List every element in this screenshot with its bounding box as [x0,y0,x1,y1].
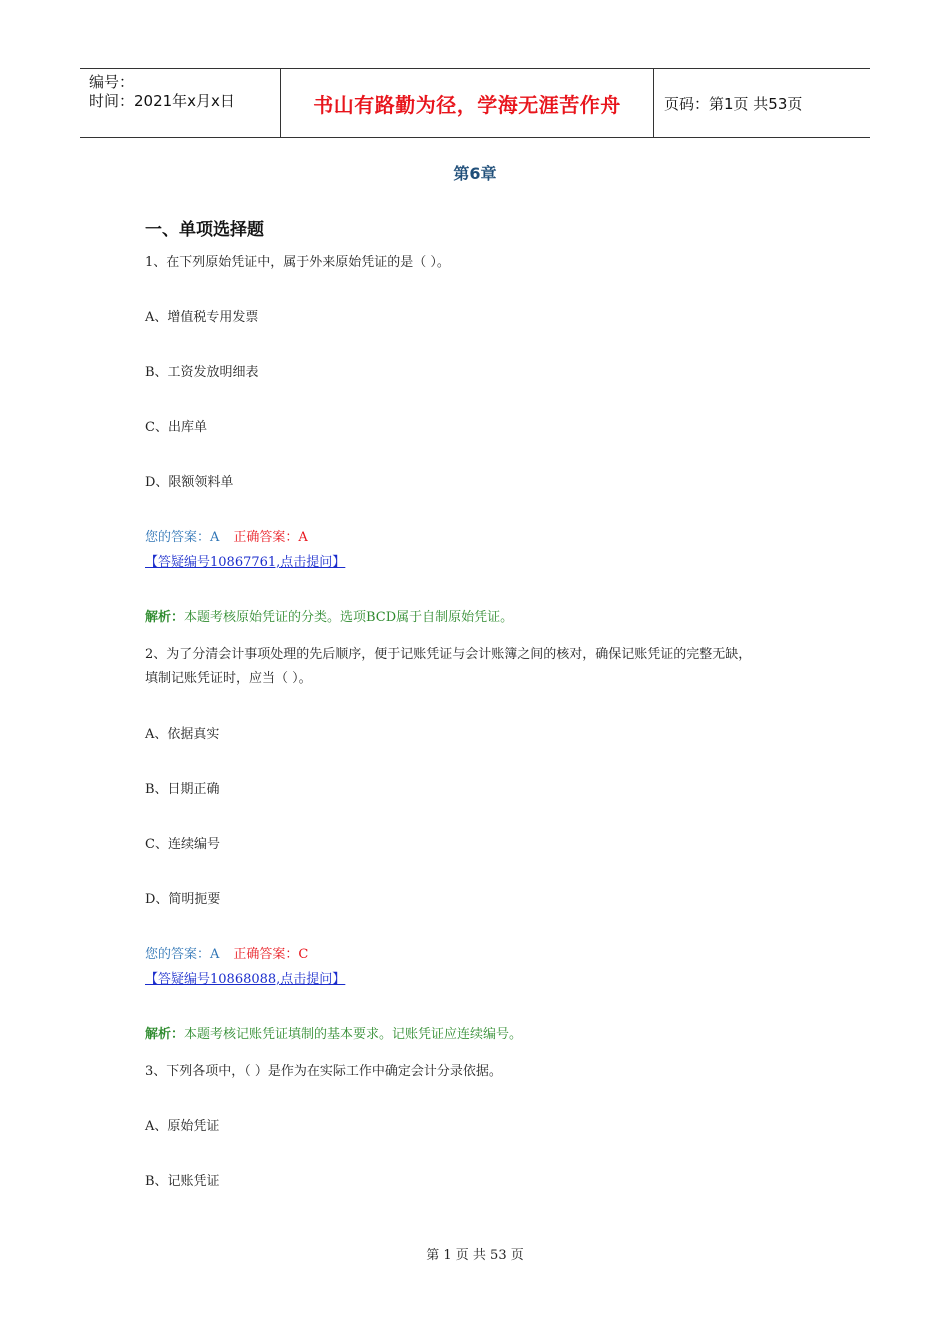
header-meta [80,69,281,137]
explanation-label: 解析： [145,1027,185,1042]
question-2-explanation [145,1023,522,1047]
question-1-explanation [145,606,513,630]
question-1-option-a: A、增值税专用发票 [145,310,259,325]
correct-answer: 正确答案：C [233,947,309,962]
section-title: 一、单项选择题 [145,220,264,240]
question-1-answers [145,526,308,550]
page-header [80,68,870,138]
question-2-stem-line-1: 2、为了分清会计事项处理的先后顺序，便于记账凭证与会计账簿之间的核对，确保记账凭证的完整无缺， [145,647,752,662]
time-label: 时间：2021年x月x日 [89,92,235,110]
explanation-text: 本题考核记账凭证填制的基本要求。记账凭证应连续编号。 [184,1027,523,1042]
question-2-option-d: D、简明扼要 [145,892,221,907]
question-1-option-c: C、出库单 [145,420,207,435]
question-2-option-a: A、依据真实 [145,727,220,742]
question-3-option-a: A、原始凭证 [145,1119,220,1134]
header-motto: 书山有路勤为径，学海无涯苦作舟 [281,69,654,137]
question-2-stem-line-2: 填制记账凭证时，应当（ ）。 [145,671,312,686]
explanation-text: 本题考核原始凭证的分类。选项BCD属于自制原始凭证。 [184,610,514,625]
your-answer: 您的答案：A [145,947,220,962]
your-answer: 您的答案：A [145,530,220,545]
explanation-label: 解析： [145,610,185,625]
question-1-stem: 1、在下列原始凭证中，属于外来原始凭证的是（ ）。 [145,255,450,270]
question-2-ask-link[interactable]: 【答疑编号10868088,点击提问】 [145,972,346,987]
question-1-option-b: B、工资发放明细表 [145,365,259,380]
header-page-info: 页码：第1页 共53页 [664,94,803,113]
question-2-option-c: C、连续编号 [145,837,220,852]
question-1-ask-link[interactable]: 【答疑编号10867761,点击提问】 [145,555,346,570]
question-1-option-d: D、限额领料单 [145,475,234,490]
question-2-answers [145,943,308,967]
question-3-option-b: B、记账凭证 [145,1174,220,1189]
correct-answer: 正确答案：A [233,530,308,545]
page-footer: 第 1 页 共 53 页 [426,1248,524,1263]
question-3-stem: 3、下列各项中，（ ）是作为在实际工作中确定会计分录依据。 [145,1064,502,1079]
chapter-title: 第6章 [453,164,497,183]
serial-number-label: 编号： [89,73,135,91]
question-2-option-b: B、日期正确 [145,782,220,797]
